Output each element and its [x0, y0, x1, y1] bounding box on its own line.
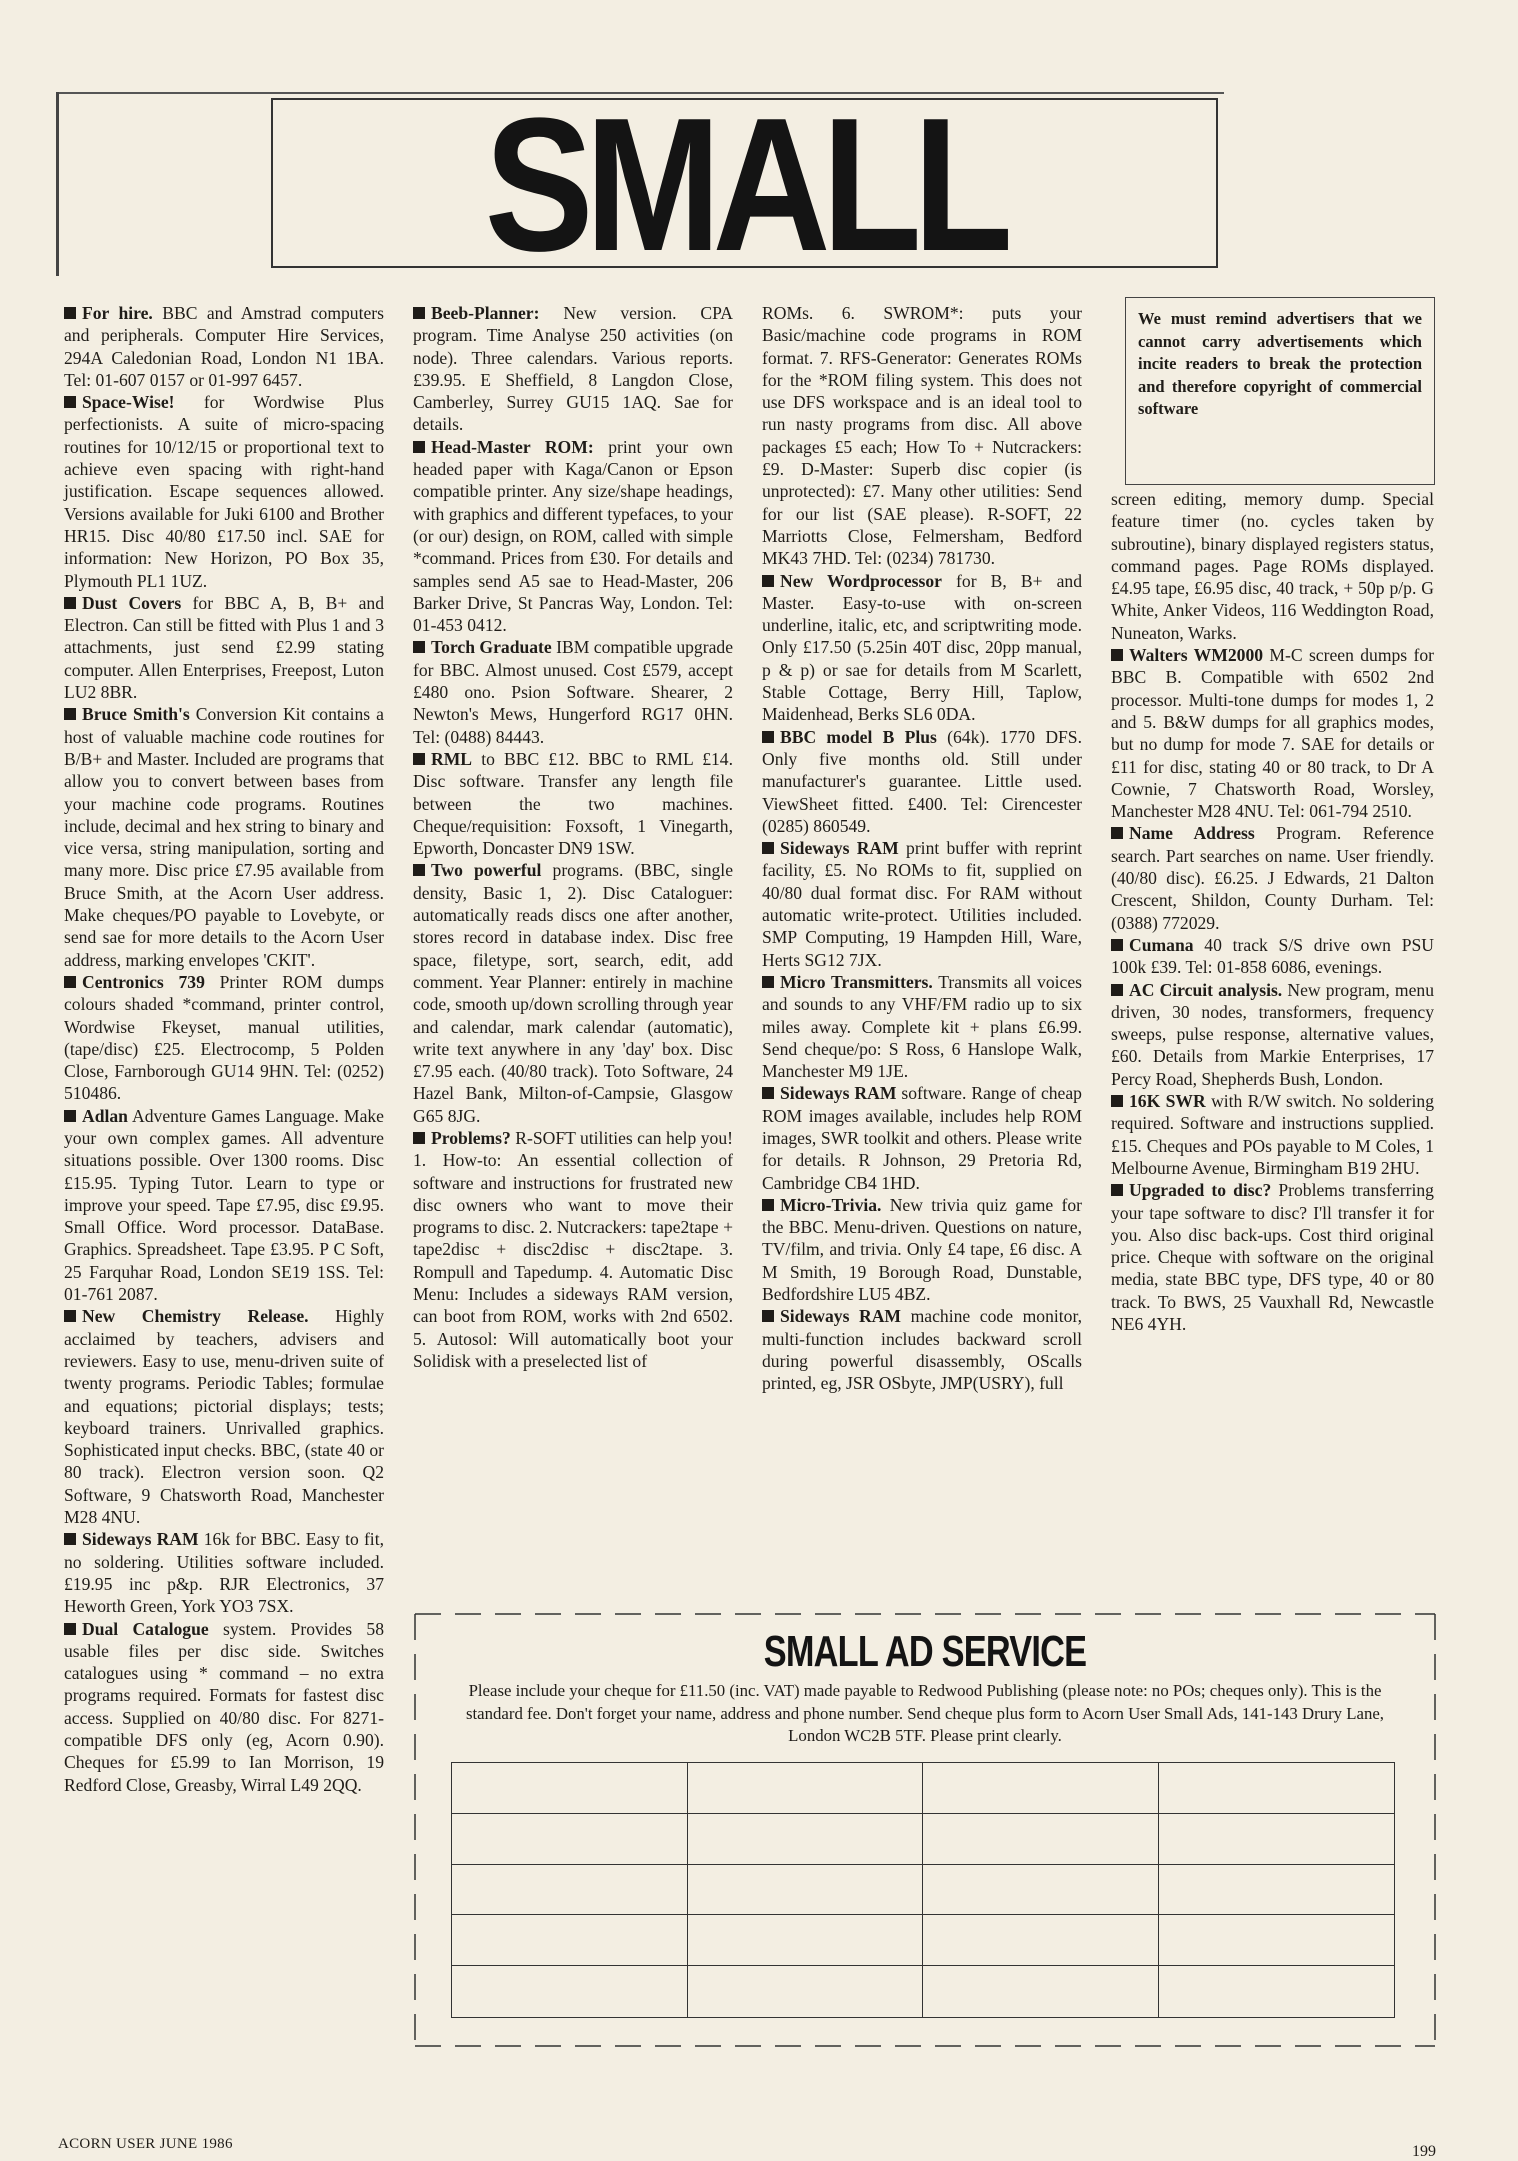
ad-heading: AC Circuit analysis. [1129, 979, 1283, 1000]
ad-heading: Cumana [1129, 934, 1194, 955]
ad-heading: Dust Covers [82, 592, 182, 613]
ad-body: Problems transferring your tape software to disc? I'll transfer it for you. Also disc back-ups. Cost third original price. Cheque with software on the original media, state BBC type, DFS type, 40 or 80 track. To BWS, 25 Vauxhall Rd, Newcastle NE6 4YH. [1111, 1180, 1434, 1334]
classified-ad [762, 570, 1082, 726]
bullet-square-icon [1111, 984, 1123, 996]
classified-ad [1111, 488, 1434, 644]
ad-body: Transmits all voices and sounds to any VHF/FM radio up to six miles away. Complete kit + plans £6.99. Send cheque/po: S Ross, 6 Hanslope Walk, Manchester M9 1JE. [762, 971, 1082, 1082]
ad-body: to BBC £12. BBC to RML £14. Disc software. Transfer any length file between the two machines. Cheque/requisition: Foxsoft, 1 Vinegarth, Epworth, Doncaster DN9 1SW. [413, 748, 733, 859]
classified-ad [1111, 644, 1434, 822]
ad-heading: Dual Catalogue [82, 1618, 209, 1639]
grid-cell[interactable] [923, 1966, 1159, 2017]
classified-ad [413, 859, 733, 1127]
ad-heading: Centronics 739 [82, 971, 205, 992]
bullet-square-icon [762, 1310, 774, 1322]
classified-ad [64, 302, 384, 391]
grid-cell[interactable] [923, 1915, 1159, 1966]
classified-ad [64, 592, 384, 703]
grid-cell[interactable] [1159, 1814, 1395, 1865]
bullet-square-icon [413, 641, 425, 653]
ad-body: Adventure Games Language. Make your own complex games. All adventure situations possible. Over 1300 rooms. Disc £15.95. Typing Tutor. Learn to type or improve your speed. Tape £7.95, disc £9.95. Small Office. Word processor. DataBase. Graphics. Spreadsheet. Tape £3.95. P C Soft, 25 Farquhar Road, London SE19 1SS. Tel: 01-761 2087. [64, 1105, 384, 1305]
column-3 [762, 302, 1082, 1395]
ad-heading: Walters WM2000 [1129, 645, 1264, 666]
ad-body: Program. Reference search. Part searches on name. User friendly. (40/80 disc). £6.25. J Edwards, 21 Dalton Crescent, Shildon, County Durham. Tel: (0388) 772029. [1111, 823, 1434, 933]
bullet-square-icon [762, 1087, 774, 1099]
grid-cell[interactable] [452, 1763, 688, 1814]
ad-body: R-SOFT utilities can help you! 1. How-to: An essential collection of software and instructions for frustrated new disc owners who want to move their programs to disc. 2. Nutcrackers: tape2tape + tape2disc + disc2disc + disc2tape. 3. Rompull and Tapedump. 4. Automatic Disc Menu: Includes a sideways RAM version, can boot from ROM, works with 2nd 6502. 5. Autosol: Will automatically boot your Solidisk with a preselected list of [413, 1127, 733, 1371]
ad-body: ROMs. 6. SWROM*: puts your Basic/machine code programs in ROM format. 7. RFS-Generator: Generates ROMs for the *ROM filing system. This does not use DFS workspace and is an ideal tool to run nasty programs from disc. All above packages £5 each; How To + Nutcrackers: £9. D-Master: Superb disc copier (is unprotected): £7. Many other utilities: Send for our list (SAE please). R-SOFT, 22 Marriotts Close, Felmersham, Bedford MK43 7HD. Tel: (0234) 781730. [762, 303, 1082, 569]
classified-ad [64, 1528, 384, 1617]
classified-ad [413, 436, 733, 637]
classified-ad [1111, 979, 1434, 1090]
column-1 [64, 302, 384, 1796]
ad-body: print buffer with reprint facility, £5. No ROMs to fit, supplied on 40/80 dual format disc. For RAM without automatic write-protect. Utilities included. SMP Computing, 19 Hampden Hill, Ware, Herts SG12 7JX. [762, 838, 1082, 970]
classified-ad [762, 1194, 1082, 1305]
ad-heading: Problems? [431, 1127, 511, 1148]
magazine-footer: ACORN USER JUNE 1986 [58, 2136, 233, 2152]
bullet-square-icon [64, 307, 76, 319]
classified-ad [1111, 1179, 1434, 1335]
bullet-square-icon [413, 307, 425, 319]
bullet-square-icon [762, 842, 774, 854]
ad-heading: Torch Graduate [431, 637, 552, 658]
bullet-square-icon [64, 1623, 76, 1635]
classified-ad [762, 971, 1082, 1082]
advertiser-notice: We must remind advertisers that we cannot carry advertisements which incite readers to break the protection and therefore copyright of commercial software [1125, 297, 1435, 485]
bullet-square-icon [64, 976, 76, 988]
page-number: 199 [1412, 2143, 1436, 2160]
ad-heading: Sideways RAM [780, 1306, 902, 1327]
grid-cell[interactable] [452, 1865, 688, 1916]
ad-heading: Adlan [82, 1105, 128, 1126]
bullet-square-icon [1111, 1095, 1123, 1107]
ad-body: New version. CPA program. Time Analyse 250 activities (on node). Three calendars. Various reports. £39.95. E Sheffield, 8 Langdon Close, Camberley, Surrey GU15 1AQ. Sae for details. [413, 303, 733, 435]
ad-heading: Beeb-Planner: [431, 303, 540, 323]
ad-body: print your own headed paper with Kaga/Canon or Epson compatible printer. Any size/shape headings, with graphics and different typefaces, to your (or our) design, on ROM, called with simple *command. Prices from £30. For details and samples send A5 sae to Head-Master, 206 Barker Drive, St Pancras Way, London. Tel: 01-453 0412. [413, 436, 733, 636]
ad-body: for B, B+ and Master. Easy-to-use with on-screen underline, italic, etc, and scriptwriting mode. Only £17.50 (5.25in 40T disc, 20pp manual, p & p) or sae for details from M Scarlett, Stable Cottage, Berry Hill, Taplow, Maidenhead, Berks SL6 0DA. [762, 570, 1082, 725]
ad-body: Printer ROM dumps colours shaded *command, printer control, Wordwise Fkeyset, manual utilities, (tape/disc) £25. Electrocomp, 5 Polden Close, Farnborough GU14 9HN. Tel: (0252) 510486. [64, 971, 384, 1104]
ad-heading: Sideways RAM [780, 1083, 897, 1104]
classified-ad [762, 302, 1082, 570]
ad-body: for Wordwise Plus perfectionists. A suite of micro-spacing routines for 10/12/15 or proportional text to achieve even spacing with right-hand justification. Escape sequences allowed. Versions available for Juki 6100 and Brother HR15. Disc 40/80 £17.50 incl. SAE for information: New Horizon, PO Box 35, Plymouth PL1 1UZ. [64, 392, 384, 591]
ad-heading: BBC model B Plus [780, 726, 937, 747]
ad-body: programs. (BBC, single density, Basic 1, 2). Disc Cataloguer: automatically reads discs one after another, stores record in database index. Disc free space, filetype, sort, search, edit, add comment. Year Planner: entirely in machine code, smooth up/down scrolling through year and calendar, mark calendar (automatic), write text anywhere in any 'day' box. Disc £7.95 each. (40/80 track). Toto Software, 24 Hazel Bank, Milton-of-Campsie, Glasgow G65 8JG. [413, 860, 733, 1126]
ad-heading: New Wordprocessor [780, 570, 942, 591]
column-4-ads [1111, 488, 1434, 1335]
classified-ad [762, 1305, 1082, 1394]
bullet-square-icon [762, 575, 774, 587]
page-header [56, 92, 1224, 276]
bullet-square-icon [413, 441, 425, 453]
bullet-square-icon [762, 731, 774, 743]
classified-ad [1111, 822, 1434, 933]
ad-entry-grid[interactable] [451, 1762, 1395, 2018]
header-rule [56, 92, 1224, 94]
classified-ad [64, 1105, 384, 1306]
ad-body: New trivia quiz game for the BBC. Menu-driven. Questions on nature, TV/film, and trivia. Only £4 tape, £6 disc. A M Smith, 19 Borough Road, Dunstable, Bedfordshire LU5 4BZ. [762, 1194, 1082, 1305]
bullet-square-icon [64, 1533, 76, 1545]
ad-body: M-C screen dumps for BBC B. Compatible with 6502 2nd processor. Multi-tone dumps for modes 1, 2 and 5. B&W dumps for all graphics modes, but no dump for mode 7. SAE for details or £11 for disc, stating 40 or 80 track, to Dr A Cownie, 7 Chatsworth Road, Worsley, Manchester M28 4NU. Tel: 061-794 2510. [1111, 645, 1434, 822]
header-bracket [56, 92, 59, 276]
ad-heading: RML [431, 748, 473, 769]
grid-cell[interactable] [923, 1814, 1159, 1865]
classified-ad [64, 971, 384, 1105]
ad-body: 40 track S/S drive own PSU 100k £39. Tel: 01-858 6086, evenings. [1111, 934, 1434, 978]
ad-body: for BBC A, B, B+ and Electron. Can still be fitted with Plus 1 and 3 attachments, just send £2.99 stating computer. Allen Enterprises, Freepost, Luton LU2 8BR. [64, 592, 385, 703]
ad-heading: Space-Wise! [82, 392, 175, 413]
bullet-square-icon [762, 976, 774, 988]
grid-cell[interactable] [1159, 1915, 1395, 1966]
ad-heading: For hire. [82, 303, 153, 323]
classified-ad [1111, 1090, 1434, 1179]
bullet-square-icon [413, 1132, 425, 1144]
ad-body: New program, menu driven, 30 nodes, transformers, frequency sweeps, pulse response, alternative values, £60. Details from Markie Enterprises, 17 Percy Road, Shepherds Bush, London. [1111, 979, 1434, 1089]
bullet-square-icon [1111, 827, 1123, 839]
classified-ad [413, 302, 733, 436]
bullet-square-icon [64, 396, 76, 408]
grid-cell[interactable] [688, 1865, 924, 1916]
ad-body: machine code monitor, multi-function includes backward scroll during powerful disassembly, OScalls printed, eg, JSR OSbyte, JMP(USRY), full [762, 1306, 1082, 1394]
ad-body: Highly acclaimed by teachers, advisers and reviewers. Easy to use, menu-driven suite of twenty programs. Periodic Tables; formulae and equations; pictorial displays; tests; keyboard trainers. Unrivalled graphics. Sophisticated input checks. BBC, (state 40 or 80 track). Electron version soon. Q2 Software, 9 Chatsworth Road, Manchester M28 4NU. [64, 1306, 384, 1528]
grid-cell[interactable] [1159, 1865, 1395, 1916]
bullet-square-icon [1111, 1184, 1123, 1196]
ad-body: Conversion Kit contains a host of valuable machine code routines for B/B+ and Master. Included are programs that allow you to convert between bases from your machine code programs. Routines include, decimal and hex string to binary and vice versa, string manipulation, sorting and many more. Disc price £7.95 available from Bruce Smith, at the Acorn User address. Make cheques/PO payable to Lovebyte, or send sae for more details to the Acorn User address, marking envelopes 'CKIT'. [64, 704, 384, 970]
grid-cell[interactable] [452, 1814, 688, 1865]
ad-body: software. Range of cheap ROM images available, includes help ROM images, SWR toolkit and others. Please write for details. R Johnson, 29 Pretoria Rd, Cambridge CB4 1HD. [762, 1083, 1082, 1193]
ad-heading: New Chemistry Release. [82, 1306, 309, 1327]
ad-heading: Name Address [1129, 823, 1255, 844]
ad-body: 16k for BBC. Easy to fit, no soldering. Utilities software included. £19.95 inc p&p. RJR Electronics, 37 Heworth Green, York YO3 7SX. [64, 1529, 384, 1617]
ad-heading: Micro Transmitters. [780, 971, 933, 992]
classified-ad [1111, 934, 1434, 979]
bullet-square-icon [64, 1110, 76, 1122]
grid-cell[interactable] [452, 1966, 688, 2017]
grid-cell[interactable] [923, 1763, 1159, 1814]
classified-ad [413, 1127, 733, 1372]
bullet-square-icon [762, 1199, 774, 1211]
grid-cell[interactable] [688, 1915, 924, 1966]
ad-body: with R/W switch. No soldering required. Software and instructions supplied. £15. Cheques and POs payable to M Coles, 1 Melbourne Avenue, Birmingham B19 2HU. [1111, 1091, 1434, 1178]
column-2 [413, 302, 733, 1372]
classified-ad [762, 726, 1082, 837]
classified-ad [413, 748, 733, 859]
bullet-square-icon [413, 864, 425, 876]
grid-cell[interactable] [688, 1814, 924, 1865]
classified-ad [762, 1082, 1082, 1193]
bullet-square-icon [64, 708, 76, 720]
ad-heading: 16K SWR [1129, 1091, 1206, 1112]
classified-ad [762, 837, 1082, 971]
grid-cell[interactable] [452, 1915, 688, 1966]
grid-cell[interactable] [688, 1966, 924, 2017]
classified-ad [64, 703, 384, 971]
bullet-square-icon [1111, 649, 1123, 661]
ad-body: system. Provides 58 usable files per disc side. Switches catalogues using * command – no extra programs required. Formats for fastest disc access. Supplied on 40/80 disc. For 8271-compatible DFS only (eg, Acorn 0.90). Cheques for £5.99 to Ian Morrison, 19 Redford Close, Greasby, Wirral L49 2QQ. [64, 1618, 385, 1795]
bullet-square-icon [1111, 939, 1123, 951]
small-ad-service-box [413, 1612, 1437, 2048]
classified-ad [64, 1305, 384, 1528]
bullet-square-icon [64, 597, 76, 609]
grid-cell[interactable] [688, 1763, 924, 1814]
classified-ad [64, 1618, 384, 1796]
classified-ad [413, 636, 733, 747]
service-title: SMALL AD SERVICE [763, 1627, 1087, 1676]
classified-ad [64, 391, 384, 592]
ad-body: BBC and Amstrad computers and peripherals. Computer Hire Services, 294A Caledonian Road, London N1 1BA. Tel: 01-607 0157 or 01-997 6457. [64, 303, 384, 390]
bullet-square-icon [64, 1310, 76, 1322]
ad-heading: Two powerful [431, 860, 542, 881]
ad-body: IBM compatible upgrade for BBC. Almost unused. Cost £579, accept £480 ono. Psion Software. Shearer, 2 Newton's Mews, Hungerford RG17 0HN. Tel: (0488) 84443. [413, 637, 733, 747]
title-box [271, 98, 1218, 268]
service-instructions: Please include your cheque for £11.50 (inc. VAT) made payable to Redwood Publishing (please note: no POs; cheques only). This is the standard fee. Don't forget your name, address and phone number. Send cheque plus form to Acorn User Small Ads, 141-143 Drury Lane, London WC2B 5TF. Please print clearly. [465, 1681, 1384, 1745]
grid-cell[interactable] [1159, 1763, 1395, 1814]
ad-body: (64k). 1770 DFS. Only five months old. Still under manufacturer's guarantee. Little used. ViewSheet fitted. £400. Tel: Cirencester (0285) 860549. [762, 726, 1082, 836]
ad-heading: Head-Master ROM: [431, 436, 594, 457]
grid-cell[interactable] [1159, 1966, 1395, 2017]
ad-heading: Bruce Smith's [82, 704, 190, 725]
grid-cell[interactable] [923, 1865, 1159, 1916]
ad-body: screen editing, memory dump. Special feature timer (no. cycles taken by subroutine), binary displayed registers status, command pages. Page ROMs displayed. £4.95 tape, £6.95 disc, 40 track, + 50p p/p. G White, Anker Videos, 116 Weddington Road, Nuneaton, Warks. [1111, 489, 1434, 643]
ad-heading: Sideways RAM [82, 1529, 199, 1550]
page-title: SMALL [484, 98, 1005, 268]
ad-heading: Upgraded to disc? [1129, 1180, 1272, 1201]
bullet-square-icon [413, 753, 425, 765]
ad-heading: Micro-Trivia. [780, 1194, 882, 1215]
ad-heading: Sideways RAM [780, 838, 899, 859]
